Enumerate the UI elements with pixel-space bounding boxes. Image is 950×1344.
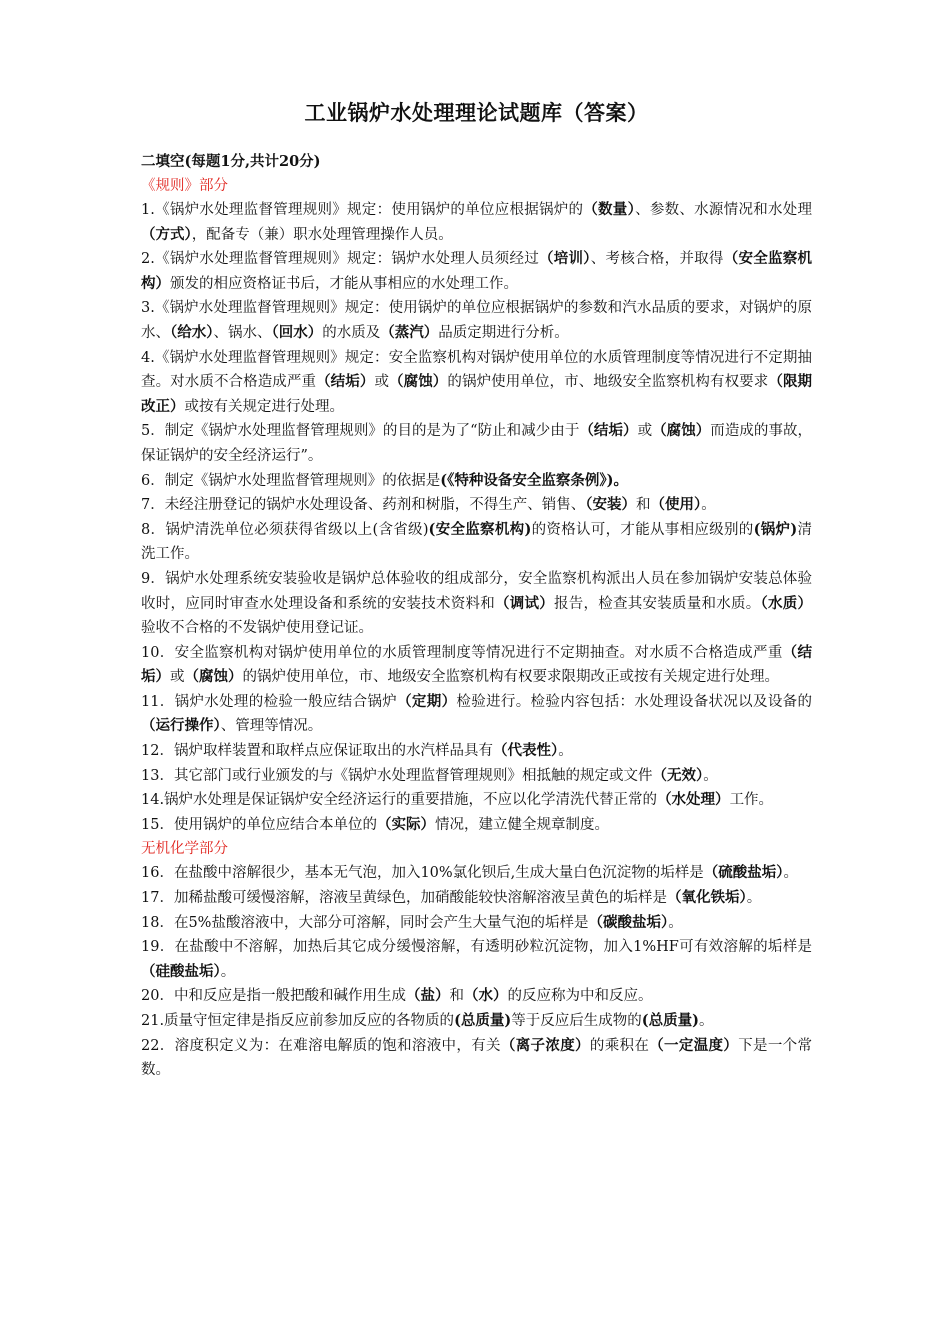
question-text: 4.《锅炉水处理监督管理规则》规定：安全监察机构对锅炉使用单位的水质管理制度等情况进行不定期抽查。对水质不合格造成严重 (141, 349, 812, 391)
answer-text: （调试） (495, 594, 554, 612)
question-text: 或 (170, 669, 185, 686)
question-text: 、参数、水源情况和水处理 (635, 202, 813, 218)
answer-text: （蒸汽） (380, 323, 439, 341)
answer-text: （水处理） (657, 791, 730, 809)
answer-text: (安全监察机构) (428, 520, 532, 538)
question-text: 的乘积在 (589, 1037, 650, 1054)
question-item (141, 346, 812, 420)
document-title: 工业锅炉水处理理论试题库（答案） (304, 100, 649, 125)
answer-text: （回水） (271, 323, 323, 341)
answer-text: （腐蚀） (184, 668, 243, 686)
answer-text: （一定温度） (649, 1036, 739, 1054)
question-text: 或 (637, 423, 653, 440)
answer-text: （碳酸盐垢） (588, 913, 669, 931)
question-item (141, 886, 812, 911)
question-text: 检验进行。检验内容包括：水处理设备状况以及设备的 (456, 693, 813, 710)
question-text: 报告，检查其安装质量和水质。 (554, 595, 761, 612)
answer-text: （给水） (170, 323, 214, 341)
answer-text: （结垢） (141, 643, 813, 686)
question-text: 。 (668, 914, 683, 931)
question-item (141, 247, 812, 296)
question-text: 9．锅炉水处理系统安装验收是锅炉总体验收的组成部分，安全监察机构派出人员在参加锅炉安装总体验收时，应同时审查水处理设备和系统的安装技术资料和 (141, 570, 812, 612)
question-text: 清洗工作。 (141, 521, 813, 563)
answer-text: （方式） (141, 225, 192, 243)
question-text: 7．未经注册登记的锅炉水处理设备、药剂和树脂，不得生产、销售、 (141, 497, 586, 514)
question-text: 18．在5%盐酸溶液中，大部分可溶解，同时会产生大量气泡的垢样是 (141, 914, 589, 931)
question-item (141, 518, 812, 567)
question-item (141, 935, 812, 984)
question-text: 、考核合格，并取得 (590, 251, 724, 268)
answer-text: （数量） (583, 201, 636, 218)
question-item (141, 739, 812, 764)
answer-text: （使用） (650, 496, 702, 514)
answer-text: （硫酸盐垢） (703, 864, 784, 882)
question-item (141, 493, 812, 518)
answer-text: (总质量) (454, 1012, 512, 1029)
question-text: 16．在盐酸中溶解很少，基本无气泡，加入10%氯化钡后,生成大量白色沉淀物的垢样是 (141, 865, 704, 882)
question-text: 。 (558, 743, 573, 760)
part-heading-inorganic-chemistry: 无机化学部分 (141, 841, 228, 858)
answer-text: （培训） (538, 250, 591, 268)
question-text: 的资格认可，才能从事相应级别的 (531, 521, 754, 538)
question-item (141, 911, 812, 936)
answer-text: （腐蚀） (389, 373, 448, 391)
answer-text: （盐） (405, 987, 450, 1005)
question-item (141, 469, 812, 494)
answer-text: （水质） (760, 594, 812, 612)
question-text: 和 (449, 988, 464, 1005)
question-text: 14.锅炉水处理是保证锅炉安全经济运行的重要措施，不应以化学清洗代替正常的 (141, 792, 658, 809)
answer-text: （安装） (585, 496, 636, 514)
answer-text: （代表性） (492, 742, 559, 760)
answer-text: （氧化铁垢） (666, 889, 747, 907)
answer-text: (《特种设备安全监察条例》)。 (440, 471, 628, 489)
question-text: 。 (220, 963, 236, 980)
question-text: 颁发的相应资格证书后，才能从事相应的水处理工作。 (170, 275, 518, 292)
question-text: 、锅水、 (213, 324, 272, 341)
question-text: 3.《锅炉水处理监督管理规则》规定：使用锅炉的单位应根据锅炉的参数和汽水品质的要求，对锅炉的原水、 (141, 300, 812, 341)
question-text: 和 (635, 497, 651, 514)
question-text: 19．在盐酸中不溶解，加热后其它成分缓慢溶解，有透明砂粒沉淀物，加入1%HF可有效溶解的垢样是 (141, 939, 812, 956)
question-text: 或按有关规定进行处理。 (184, 398, 344, 415)
question-list-rules (141, 198, 812, 837)
question-text: 12．锅炉取样装置和取样点应保证取出的水汽样品具有 (141, 743, 493, 760)
question-item (141, 788, 812, 813)
question-text: 验收不合格的不发锅炉使用登记证。 (141, 620, 373, 637)
question-item (141, 690, 812, 739)
question-text: 。 (783, 865, 799, 882)
question-text: 6．制定《锅炉水处理监督管理规则》的依据是 (141, 472, 441, 489)
question-text: 、管理等情况。 (220, 718, 323, 735)
question-item (141, 567, 812, 641)
answer-text: （水） (463, 987, 508, 1005)
answer-text: (锅炉) (753, 520, 798, 538)
question-text: 。 (703, 767, 718, 784)
answer-text: （硅酸盐垢） (141, 962, 221, 980)
section-heading: 二填空(每题1分,共计20分) (141, 153, 321, 170)
question-text: 13．其它部门或行业颁发的与《锅炉水处理监督管理规则》相抵触的规定或文件 (141, 767, 653, 784)
question-text: 的水质及 (322, 324, 381, 341)
part-heading-rules: 《规则》部分 (141, 178, 228, 194)
question-text: 下是一个常数。 (141, 1037, 813, 1079)
question-text: 工作。 (729, 792, 774, 809)
question-item (141, 813, 812, 838)
question-text: ，配备专（兼）职水处理管理操作人员。 (191, 226, 453, 243)
question-list-inorganic-chemistry (141, 861, 812, 1082)
question-text: 10．安全监察机构对锅炉使用单位的水质管理制度等情况进行不定期抽查。对水质不合格造成严重 (141, 644, 783, 661)
answer-text: （限期改正） (141, 373, 813, 415)
answer-text: （定期） (397, 692, 457, 710)
question-text: 8．锅炉清洗单位必须获得省级以上(含省级) (141, 521, 429, 538)
question-text: 的锅炉使用单位，市、地级安全监察机构有权要求限期改正或按有关规定进行处理。 (242, 669, 779, 686)
question-item (141, 764, 812, 789)
question-text: 品质定期进行分析。 (438, 324, 569, 341)
answer-text: (总质量) (641, 1012, 700, 1029)
question-item (141, 984, 812, 1009)
question-text: 。 (701, 497, 716, 514)
question-item (141, 296, 812, 345)
question-item (141, 1034, 812, 1083)
answer-text: （实际） (376, 815, 435, 833)
answer-text: （离子浓度） (500, 1036, 590, 1054)
question-text: 5．制定《锅炉水处理监督管理规则》的目的是为了“防止和减少由于 (141, 423, 580, 440)
answer-text: （结垢） (579, 422, 638, 440)
question-text: 而造成的事故，保证锅炉的安全经济运行”。 (141, 423, 813, 464)
question-text: 等于反应后生成物的 (511, 1013, 642, 1029)
question-text: 20．中和反应是指一般把酸和碱作用生成 (141, 988, 406, 1005)
question-text: 17．加稀盐酸可缓慢溶解，溶液呈黄绿色，加硝酸能较快溶解溶液呈黄色的垢样是 (141, 890, 667, 907)
answer-text: （无效） (652, 766, 704, 784)
question-text: 。 (746, 890, 762, 907)
answer-text: （安全监察机构） (141, 250, 813, 292)
question-text: 或 (374, 374, 390, 391)
question-item (141, 861, 812, 886)
answer-text: （运行操作） (141, 717, 221, 735)
question-text: 的反应称为中和反应。 (507, 988, 653, 1005)
question-text: 2.《锅炉水处理监督管理规则》规定：锅炉水处理人员须经过 (141, 251, 539, 268)
question-item (141, 198, 812, 247)
question-item (141, 641, 812, 690)
question-text: 。 (699, 1013, 714, 1029)
question-text: 情况，建立健全规章制度。 (434, 816, 609, 833)
question-text: 15．使用锅炉的单位应结合本单位的 (141, 816, 377, 833)
question-item (141, 419, 812, 468)
answer-text: （结垢） (316, 373, 375, 391)
question-text: 的锅炉使用单位，市、地级安全监察机构有权要求 (447, 374, 769, 391)
question-text: 11．锅炉水处理的检验一般应结合锅炉 (141, 693, 398, 710)
answer-text: （腐蚀） (652, 422, 711, 440)
question-text: 22．溶度积定义为：在难溶电解质的饱和溶液中，有关 (141, 1037, 501, 1054)
question-text: 21.质量守恒定律是指反应前参加反应的各物质的 (141, 1013, 455, 1029)
question-item (141, 1009, 812, 1034)
question-text: 1.《锅炉水处理监督管理规则》规定：使用锅炉的单位应根据锅炉的 (141, 202, 584, 218)
